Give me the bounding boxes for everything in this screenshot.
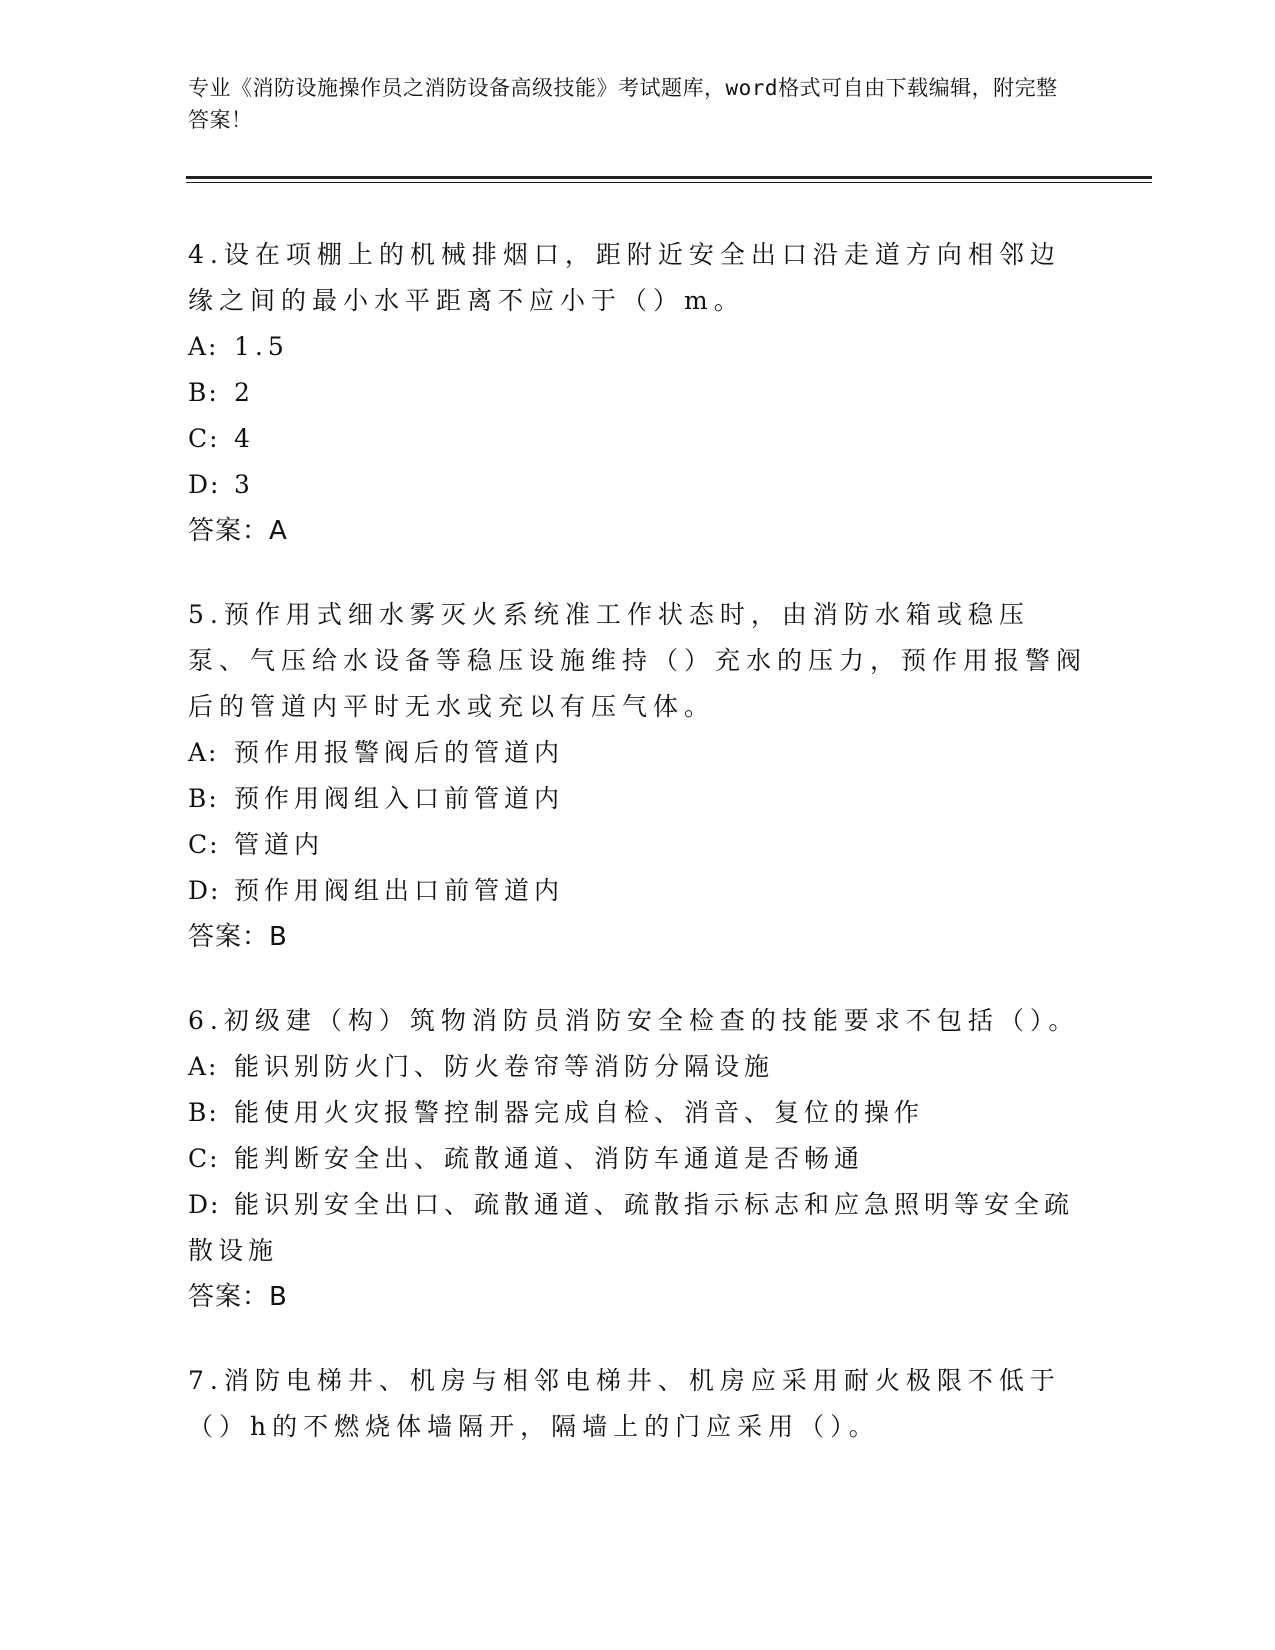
option-text: 2 xyxy=(234,378,255,407)
option-letter: C: xyxy=(188,1144,220,1173)
option-letter: B: xyxy=(188,784,219,813)
option-letter: B: xyxy=(188,1098,219,1127)
option-text: 预作用阀组入口前管道内 xyxy=(234,784,565,813)
question-4 xyxy=(188,232,1088,554)
question-text: 7.消防电梯井、机房与相邻电梯井、机房应采用耐火极限不低于（）h的不燃烧体墙隔开，隔墙上的门应采用（）。 xyxy=(188,1366,1061,1441)
header-divider-thin xyxy=(186,182,1152,183)
option-a xyxy=(188,324,1088,370)
option-letter: C: xyxy=(188,424,220,453)
option-letter: D: xyxy=(188,470,221,499)
question-list xyxy=(188,232,1088,1488)
document-header: 专业《消防设施操作员之消防设备高级技能》考试题库，word格式可自由下载编辑，附完整答案！ xyxy=(188,76,1058,132)
option-b xyxy=(188,776,1088,822)
question-text: 4.设在项棚上的机械排烟口，距附近安全出口沿走道方向相邻边缘之间的最小水平距离不应小于（）m。 xyxy=(188,240,1061,315)
option-letter: A: xyxy=(188,738,219,767)
question-6 xyxy=(188,998,1088,1320)
option-letter: A: xyxy=(188,1052,219,1081)
option-text: 3 xyxy=(234,470,255,499)
option-d xyxy=(188,868,1088,914)
option-text: 能识别防火门、防火卷帘等消防分隔设施 xyxy=(234,1052,775,1081)
option-letter: C: xyxy=(188,830,220,859)
answer-line: 答案：B xyxy=(188,1282,288,1312)
option-text: 预作用报警阀后的管道内 xyxy=(234,738,565,767)
option-text: 能使用火灾报警控制器完成自检、消音、复位的操作 xyxy=(234,1098,925,1127)
answer-line: 答案：A xyxy=(188,516,288,546)
option-text: 能识别安全出口、疏散通道、疏散指示标志和应急照明等安全疏散设施 xyxy=(188,1190,1075,1265)
option-d xyxy=(188,1182,1088,1274)
option-letter: D: xyxy=(188,876,221,905)
option-b xyxy=(188,370,1088,416)
question-text: 6.初级建（构）筑物消防员消防安全检查的技能要求不包括（）。 xyxy=(188,1006,1080,1035)
option-text: 预作用阀组出口前管道内 xyxy=(234,876,565,905)
option-c xyxy=(188,822,1088,868)
option-c xyxy=(188,416,1088,462)
option-a xyxy=(188,1044,1088,1090)
option-letter: A: xyxy=(188,332,219,361)
option-b xyxy=(188,1090,1088,1136)
question-7 xyxy=(188,1358,1088,1450)
option-c xyxy=(188,1136,1088,1182)
option-text: 能判断安全出、疏散通道、消防车通道是否畅通 xyxy=(234,1144,865,1173)
option-letter: D: xyxy=(188,1190,221,1219)
question-text: 5.预作用式细水雾灭火系统准工作状态时，由消防水箱或稳压泵、气压给水设备等稳压设施维持（）充水的压力，预作用报警阀后的管道内平时无水或充以有压气体。 xyxy=(188,600,1088,721)
answer-line: 答案：B xyxy=(188,922,288,952)
option-text: 管道内 xyxy=(234,830,325,859)
option-a xyxy=(188,730,1088,776)
option-letter: B: xyxy=(188,378,219,407)
option-text: 4 xyxy=(234,424,255,453)
option-text: 1.5 xyxy=(234,332,289,361)
header-divider-thick xyxy=(186,176,1152,179)
question-5 xyxy=(188,592,1088,960)
option-d xyxy=(188,462,1088,508)
